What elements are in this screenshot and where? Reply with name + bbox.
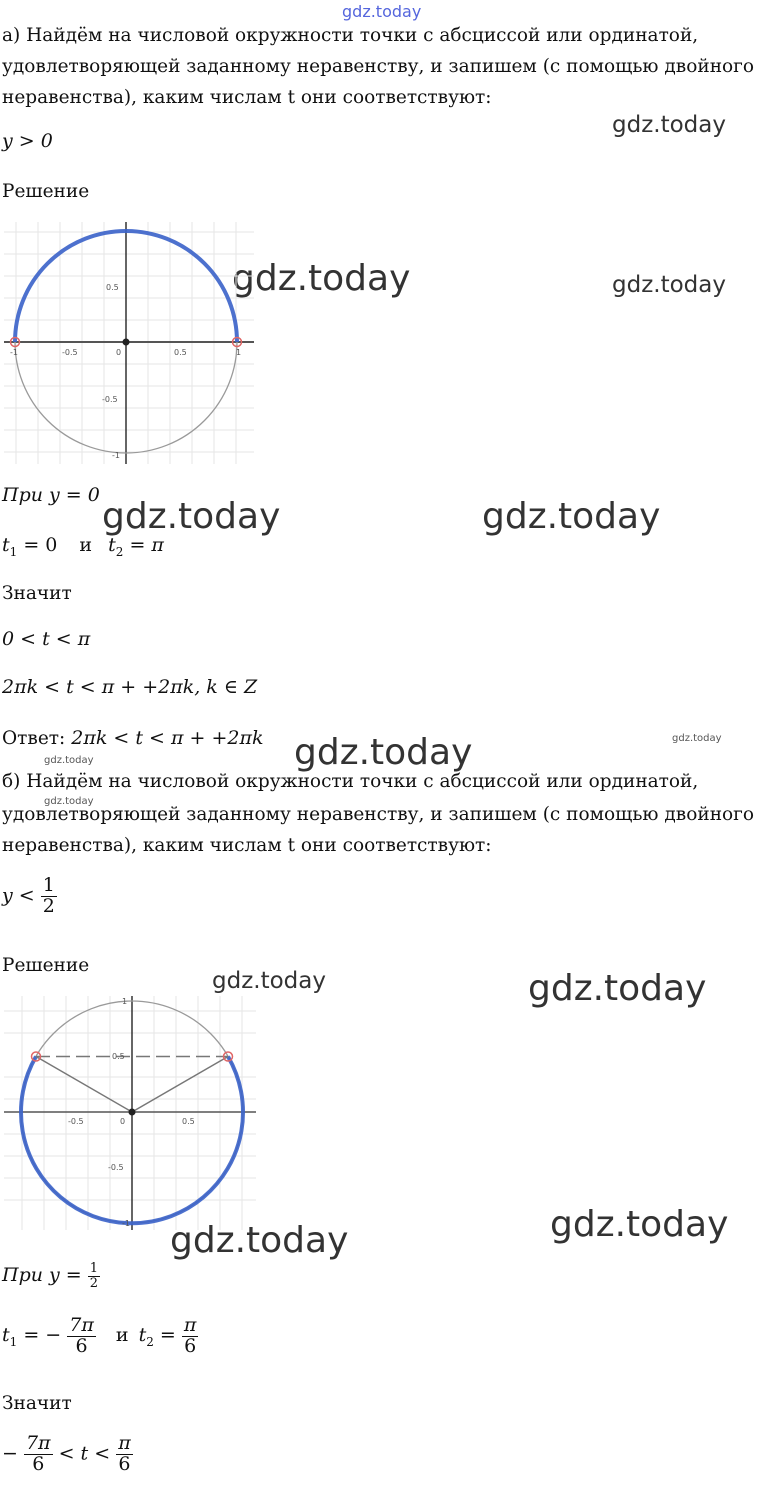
part-b-final-inequality: − $\frac{7\pi}{6}$ < t < $\frac{\pi}{6}$ — [2, 1432, 131, 1475]
fraction — [116, 1434, 133, 1475]
watermark: gdz.today — [232, 258, 411, 299]
fraction — [182, 1316, 199, 1357]
part-a-inequality: y > 0 — [2, 130, 53, 152]
answer-value: 2πk < t < π + +2πk — [71, 727, 264, 749]
numerator: π — [118, 1432, 131, 1454]
numerator: 1 — [42, 874, 55, 896]
numerator: 1 — [89, 1261, 99, 1276]
root-t2: π — [151, 534, 164, 556]
watermark: gdz.today — [294, 732, 473, 773]
tick-label: -0.5 — [108, 1163, 124, 1172]
and-word: и — [115, 1324, 129, 1347]
tick-label: -0.5 — [68, 1117, 84, 1126]
tick-label: 0.5 — [106, 283, 119, 292]
tick-label: 0.5 — [174, 348, 187, 357]
watermark: gdz.today — [612, 272, 726, 298]
watermark: gdz.today — [612, 112, 726, 138]
numerator: 7π — [25, 1432, 51, 1454]
tick-label: 0 — [120, 1117, 126, 1126]
part-a-when-text: При y = 0 — [2, 484, 100, 506]
part-b-unit-circle-graph — [4, 996, 256, 1230]
watermark: gdz.today — [44, 755, 94, 766]
part-a-roots: $t_1 = 0$ и $t_2 = \pi$ — [2, 534, 164, 559]
part-a-general-solution: 2πk < t < π + +2πk, k ∈ Z — [2, 676, 258, 698]
radius-line — [36, 1057, 132, 1113]
part-a-answer — [2, 725, 264, 752]
denominator: 2 — [42, 894, 55, 917]
numerator: π — [183, 1314, 197, 1336]
tick-label: -0.5 — [102, 395, 118, 404]
tick-label: 0.5 — [182, 1117, 195, 1126]
part-a-intro-line-2: удовлетворяющей заданному неравенству, и запишем (с помощью двойного — [2, 56, 754, 77]
part-b-roots: $t_1$ = − $\frac{7\pi}{6}$ и $t_2$ = $\frac{\pi}{6}$ — [2, 1314, 197, 1357]
answer-label: Ответ: — [2, 728, 66, 749]
watermark-top: gdz.today — [342, 2, 422, 21]
when-label: При y = — [2, 1264, 82, 1287]
watermark: gdz.today — [528, 968, 707, 1009]
inequality-lhs: y < — [2, 884, 35, 907]
tick-label: -1 — [122, 1219, 130, 1228]
denominator: 6 — [32, 1452, 45, 1475]
tick-label: -1 — [10, 348, 18, 357]
part-b-inequality — [2, 876, 57, 917]
denominator: 2 — [89, 1275, 99, 1291]
part-b-when-text — [2, 1262, 100, 1290]
fraction — [41, 876, 57, 917]
part-b-means-label: Значит — [2, 1393, 72, 1414]
fraction — [67, 1316, 96, 1357]
watermark: gdz.today — [482, 496, 661, 537]
watermark: gdz.today — [102, 496, 281, 537]
watermark: gdz.today — [550, 1204, 729, 1245]
part-b-intro-line-3: неравенства), каким числам t они соответствуют: — [2, 835, 492, 856]
denominator: 6 — [184, 1334, 197, 1357]
part-a-unit-circle-graph — [4, 222, 254, 464]
part-a-intro-line-3: неравенства), каким числам t они соответствуют: — [2, 87, 492, 108]
watermark: gdz.today — [170, 1220, 349, 1261]
fraction — [88, 1262, 100, 1290]
inequality-middle: < t < — [58, 1442, 111, 1465]
radius-line — [132, 1057, 228, 1113]
fraction — [24, 1434, 53, 1475]
origin-point — [123, 339, 130, 346]
denominator: 6 — [118, 1452, 131, 1475]
part-a-intro-line-1: а) Найдём на числовой окружности точки с абсциссой или ординатой, — [2, 25, 699, 46]
part-b-intro-line-1: б) Найдём на числовой окружности точки с абсциссой или ординатой, — [2, 771, 699, 792]
part-b-intro-line-2: удовлетворяющей заданному неравенству, и запишем (с помощью двойного — [2, 804, 754, 825]
tick-label: -0.5 — [62, 348, 78, 357]
part-a-means-label: Значит — [2, 583, 72, 604]
tick-label: 0 — [116, 348, 122, 357]
tick-label: 0.5 — [112, 1052, 125, 1061]
watermark: gdz.today — [672, 733, 722, 744]
part-a-double-inequality: 0 < t < π — [2, 628, 91, 650]
origin-point — [129, 1109, 136, 1116]
part-b-solution-label: Решение — [2, 955, 90, 976]
tick-label: 1 — [236, 348, 242, 357]
t1-symbol: t — [2, 1324, 10, 1347]
tick-label: -1 — [112, 451, 120, 460]
and-word: и — [79, 534, 93, 556]
watermark: gdz.today — [212, 968, 326, 994]
tick-label: 1 — [122, 997, 128, 1006]
denominator: 6 — [75, 1334, 88, 1357]
watermark: gdz.today — [44, 796, 94, 807]
part-a-solution-label: Решение — [2, 181, 90, 202]
numerator: 7π — [69, 1314, 94, 1336]
root-t1: 0 — [45, 534, 58, 556]
